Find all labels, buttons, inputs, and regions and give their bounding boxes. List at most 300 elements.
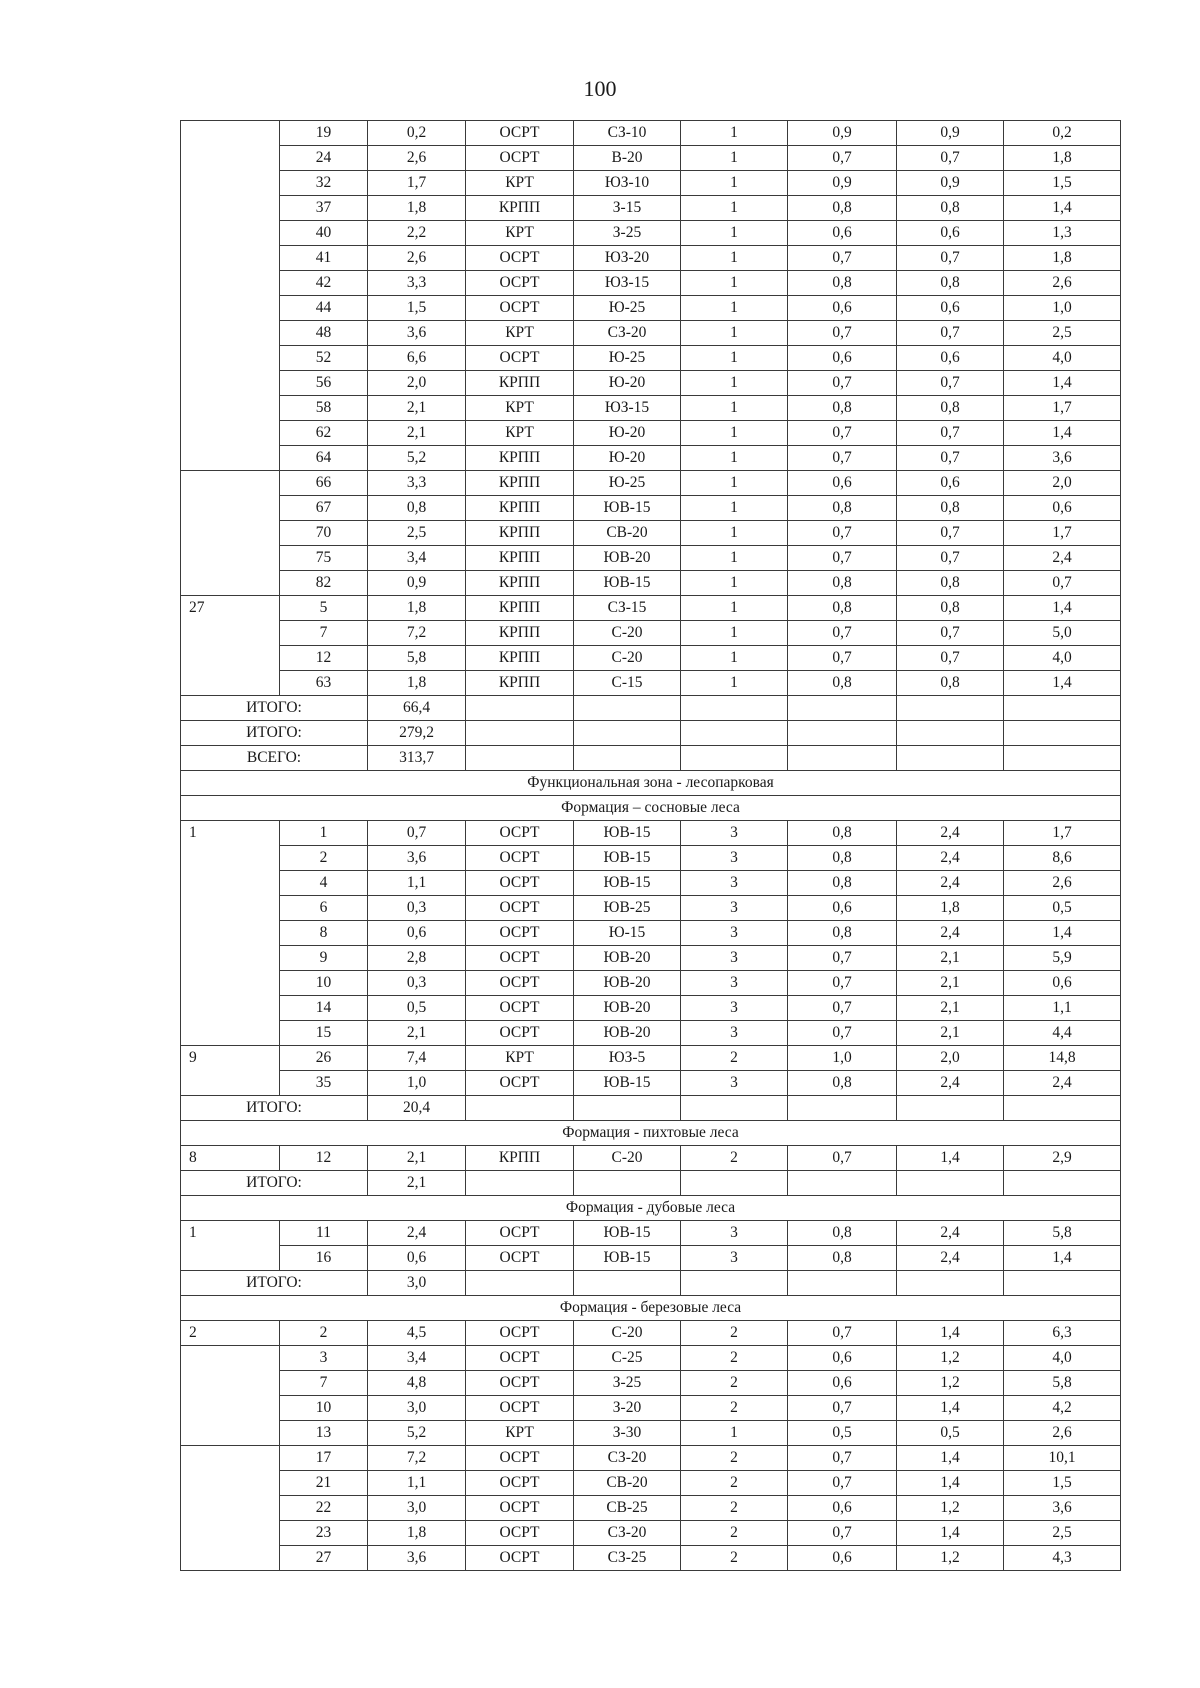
exposure-cell: С-20 <box>574 1321 681 1346</box>
quarter-cell <box>181 846 280 871</box>
vydel-cell: 24 <box>280 146 368 171</box>
empty-cell <box>1004 721 1121 746</box>
exposure-cell: СВ-25 <box>574 1496 681 1521</box>
coef2-cell: 0,8 <box>788 1246 897 1271</box>
coef2-cell: 0,7 <box>788 946 897 971</box>
coef2-cell: 0,5 <box>788 1421 897 1446</box>
total-row <box>181 721 1121 746</box>
quarter-cell <box>181 1521 280 1546</box>
coef2-cell: 0,7 <box>788 446 897 471</box>
area-cell: 0,3 <box>368 896 466 921</box>
exposure-cell: С-20 <box>574 621 681 646</box>
quarter-cell <box>181 496 280 521</box>
quarter-cell <box>181 221 280 246</box>
table-row <box>181 271 1121 296</box>
empty-cell <box>1004 1271 1121 1296</box>
coef3-cell: 0,7 <box>897 546 1004 571</box>
result-cell: 1,4 <box>1004 1246 1121 1271</box>
area-cell: 0,3 <box>368 971 466 996</box>
quarter-cell <box>181 1421 280 1446</box>
area-cell: 2,5 <box>368 521 466 546</box>
type-cell: КРТ <box>466 421 574 446</box>
exposure-cell: ЮВ-15 <box>574 871 681 896</box>
type-cell: ОСРТ <box>466 971 574 996</box>
exposure-cell: СЗ-20 <box>574 1446 681 1471</box>
empty-cell <box>788 1096 897 1121</box>
vydel-cell: 44 <box>280 296 368 321</box>
coef2-cell: 0,8 <box>788 571 897 596</box>
quarter-cell <box>181 896 280 921</box>
exposure-cell: ЮЗ-10 <box>574 171 681 196</box>
vydel-cell: 12 <box>280 646 368 671</box>
quarter-cell <box>181 246 280 271</box>
coef1-cell: 1 <box>681 446 788 471</box>
quarter-cell <box>181 571 280 596</box>
area-cell: 1,7 <box>368 171 466 196</box>
exposure-cell: Ю-20 <box>574 446 681 471</box>
coef1-cell: 1 <box>681 396 788 421</box>
result-cell: 6,3 <box>1004 1321 1121 1346</box>
coef2-cell: 0,7 <box>788 321 897 346</box>
vydel-cell: 48 <box>280 321 368 346</box>
type-cell: КРПП <box>466 446 574 471</box>
section-header: Формация - дубовые леса <box>181 1196 1121 1221</box>
exposure-cell: ЮВ-20 <box>574 1021 681 1046</box>
table-row <box>181 671 1121 696</box>
area-cell: 5,8 <box>368 646 466 671</box>
section-header: Формация – сосновые леса <box>181 796 1121 821</box>
area-cell: 3,3 <box>368 271 466 296</box>
type-cell: ОСРТ <box>466 1446 574 1471</box>
type-cell: КРПП <box>466 621 574 646</box>
vydel-cell: 32 <box>280 171 368 196</box>
vydel-cell: 58 <box>280 396 368 421</box>
type-cell: ОСРТ <box>466 1071 574 1096</box>
area-cell: 0,9 <box>368 571 466 596</box>
area-cell: 1,0 <box>368 1071 466 1096</box>
result-cell: 1,7 <box>1004 396 1121 421</box>
quarter-cell <box>181 1346 280 1371</box>
vydel-cell: 42 <box>280 271 368 296</box>
type-cell: ОСРТ <box>466 1246 574 1271</box>
coef3-cell: 2,4 <box>897 871 1004 896</box>
area-cell: 7,2 <box>368 1446 466 1471</box>
type-cell: КРПП <box>466 196 574 221</box>
result-cell: 8,6 <box>1004 846 1121 871</box>
table-row <box>181 1496 1121 1521</box>
area-cell: 2,0 <box>368 371 466 396</box>
exposure-cell: З-25 <box>574 1371 681 1396</box>
type-cell: ОСРТ <box>466 1471 574 1496</box>
quarter-cell <box>181 871 280 896</box>
type-cell: ОСРТ <box>466 1521 574 1546</box>
coef3-cell: 0,7 <box>897 246 1004 271</box>
coef1-cell: 2 <box>681 1496 788 1521</box>
result-cell: 5,8 <box>1004 1221 1121 1246</box>
vydel-cell: 63 <box>280 671 368 696</box>
coef1-cell: 3 <box>681 896 788 921</box>
quarter-cell: 9 <box>181 1046 280 1071</box>
quarter-cell <box>181 321 280 346</box>
exposure-cell: Ю-25 <box>574 296 681 321</box>
empty-cell <box>466 1271 574 1296</box>
coef1-cell: 3 <box>681 846 788 871</box>
empty-cell <box>788 746 897 771</box>
area-cell: 6,6 <box>368 346 466 371</box>
coef1-cell: 1 <box>681 296 788 321</box>
area-cell: 5,2 <box>368 446 466 471</box>
vydel-cell: 11 <box>280 1221 368 1246</box>
coef1-cell: 3 <box>681 946 788 971</box>
coef3-cell: 1,4 <box>897 1471 1004 1496</box>
coef3-cell: 0,7 <box>897 321 1004 346</box>
coef3-cell: 2,4 <box>897 1221 1004 1246</box>
area-cell: 0,8 <box>368 496 466 521</box>
result-cell: 3,6 <box>1004 446 1121 471</box>
total-row <box>181 1096 1121 1121</box>
total-label: ИТОГО: <box>181 696 368 721</box>
table-row <box>181 496 1121 521</box>
result-cell: 2,5 <box>1004 1521 1121 1546</box>
coef2-cell: 0,6 <box>788 1371 897 1396</box>
coef2-cell: 0,6 <box>788 221 897 246</box>
result-cell: 1,0 <box>1004 296 1121 321</box>
exposure-cell: ЮВ-20 <box>574 996 681 1021</box>
total-label: ИТОГО: <box>181 1171 368 1196</box>
area-cell: 1,1 <box>368 871 466 896</box>
total-row <box>181 1271 1121 1296</box>
exposure-cell: Ю-15 <box>574 921 681 946</box>
table-row <box>181 1396 1121 1421</box>
coef2-cell: 0,8 <box>788 871 897 896</box>
vydel-cell: 17 <box>280 1446 368 1471</box>
exposure-cell: СЗ-15 <box>574 596 681 621</box>
empty-cell <box>681 1096 788 1121</box>
table-row <box>181 371 1121 396</box>
quarter-cell <box>181 921 280 946</box>
coef1-cell: 1 <box>681 471 788 496</box>
exposure-cell: СЗ-25 <box>574 1546 681 1571</box>
coef1-cell: 3 <box>681 971 788 996</box>
result-cell: 1,8 <box>1004 146 1121 171</box>
table-row <box>181 1346 1121 1371</box>
exposure-cell: З-20 <box>574 1396 681 1421</box>
coef2-cell: 0,8 <box>788 671 897 696</box>
quarter-cell <box>181 621 280 646</box>
coef3-cell: 0,8 <box>897 571 1004 596</box>
quarter-cell <box>181 1071 280 1096</box>
exposure-cell: В-20 <box>574 146 681 171</box>
area-cell: 3,0 <box>368 1496 466 1521</box>
coef2-cell: 0,7 <box>788 621 897 646</box>
coef2-cell: 0,7 <box>788 971 897 996</box>
coef1-cell: 2 <box>681 1346 788 1371</box>
quarter-cell <box>181 171 280 196</box>
coef1-cell: 3 <box>681 921 788 946</box>
quarter-cell <box>181 471 280 496</box>
quarter-cell <box>181 1396 280 1421</box>
table-row <box>181 1421 1121 1446</box>
result-cell: 5,9 <box>1004 946 1121 971</box>
exposure-cell: СВ-20 <box>574 521 681 546</box>
result-cell: 4,4 <box>1004 1021 1121 1046</box>
result-cell: 0,6 <box>1004 971 1121 996</box>
type-cell: КРПП <box>466 471 574 496</box>
type-cell: КРПП <box>466 1146 574 1171</box>
empty-cell <box>574 746 681 771</box>
table-row <box>181 821 1121 846</box>
type-cell: ОСРТ <box>466 921 574 946</box>
coef2-cell: 0,7 <box>788 521 897 546</box>
type-cell: КРТ <box>466 321 574 346</box>
table-row <box>181 1546 1121 1571</box>
coef1-cell: 1 <box>681 646 788 671</box>
empty-cell <box>466 746 574 771</box>
exposure-cell: ЮЗ-15 <box>574 396 681 421</box>
coef1-cell: 1 <box>681 621 788 646</box>
quarter-cell <box>181 146 280 171</box>
vydel-cell: 14 <box>280 996 368 1021</box>
exposure-cell: СВ-20 <box>574 1471 681 1496</box>
type-cell: КРПП <box>466 671 574 696</box>
coef1-cell: 1 <box>681 496 788 521</box>
area-cell: 0,6 <box>368 1246 466 1271</box>
result-cell: 1,4 <box>1004 371 1121 396</box>
exposure-cell: ЮВ-20 <box>574 946 681 971</box>
table-row <box>181 246 1121 271</box>
coef2-cell: 0,8 <box>788 196 897 221</box>
area-cell: 2,1 <box>368 421 466 446</box>
area-cell: 2,1 <box>368 1146 466 1171</box>
exposure-cell: ЮВ-15 <box>574 846 681 871</box>
type-cell: ОСРТ <box>466 246 574 271</box>
coef3-cell: 2,0 <box>897 1046 1004 1071</box>
page-number: 100 <box>583 76 617 101</box>
coef3-cell: 2,4 <box>897 1246 1004 1271</box>
empty-cell <box>897 696 1004 721</box>
area-cell: 3,6 <box>368 846 466 871</box>
coef1-cell: 1 <box>681 346 788 371</box>
table-row <box>181 1146 1121 1171</box>
area-cell: 0,5 <box>368 996 466 1021</box>
coef2-cell: 0,7 <box>788 1321 897 1346</box>
exposure-cell: С-20 <box>574 646 681 671</box>
quarter-cell <box>181 1246 280 1271</box>
coef2-cell: 0,7 <box>788 146 897 171</box>
coef2-cell: 0,8 <box>788 1071 897 1096</box>
quarter-cell <box>181 971 280 996</box>
type-cell: КРТ <box>466 221 574 246</box>
quarter-cell <box>181 346 280 371</box>
empty-cell <box>1004 1171 1121 1196</box>
result-cell: 4,0 <box>1004 346 1121 371</box>
exposure-cell: С-25 <box>574 1346 681 1371</box>
total-row <box>181 1171 1121 1196</box>
coef2-cell: 0,7 <box>788 1471 897 1496</box>
type-cell: ОСРТ <box>466 271 574 296</box>
coef1-cell: 3 <box>681 1021 788 1046</box>
coef3-cell: 2,1 <box>897 946 1004 971</box>
quarter-cell <box>181 1471 280 1496</box>
vydel-cell: 37 <box>280 196 368 221</box>
table-row <box>181 1021 1121 1046</box>
type-cell: КРПП <box>466 496 574 521</box>
coef2-cell: 0,7 <box>788 1021 897 1046</box>
quarter-cell <box>181 296 280 321</box>
coef1-cell: 1 <box>681 146 788 171</box>
coef1-cell: 1 <box>681 596 788 621</box>
exposure-cell: ЮЗ-15 <box>574 271 681 296</box>
total-label: ИТОГО: <box>181 1096 368 1121</box>
empty-cell <box>788 721 897 746</box>
total-area: 3,0 <box>368 1271 466 1296</box>
type-cell: КРПП <box>466 371 574 396</box>
coef2-cell: 0,9 <box>788 171 897 196</box>
table-row <box>181 1321 1121 1346</box>
exposure-cell: Ю-25 <box>574 346 681 371</box>
result-cell: 1,7 <box>1004 821 1121 846</box>
vydel-cell: 75 <box>280 546 368 571</box>
empty-cell <box>466 1096 574 1121</box>
coef2-cell: 0,7 <box>788 1396 897 1421</box>
vydel-cell: 15 <box>280 1021 368 1046</box>
coef1-cell: 2 <box>681 1471 788 1496</box>
coef1-cell: 2 <box>681 1446 788 1471</box>
area-cell: 2,2 <box>368 221 466 246</box>
coef2-cell: 0,9 <box>788 121 897 146</box>
area-cell: 1,8 <box>368 196 466 221</box>
total-area: 66,4 <box>368 696 466 721</box>
result-cell: 0,6 <box>1004 496 1121 521</box>
exposure-cell: СЗ-20 <box>574 321 681 346</box>
total-row <box>181 696 1121 721</box>
coef3-cell: 1,4 <box>897 1321 1004 1346</box>
type-cell: КРПП <box>466 571 574 596</box>
coef1-cell: 2 <box>681 1546 788 1571</box>
exposure-cell: ЮВ-25 <box>574 896 681 921</box>
coef3-cell: 1,4 <box>897 1396 1004 1421</box>
coef3-cell: 0,8 <box>897 196 1004 221</box>
empty-cell <box>466 721 574 746</box>
result-cell: 1,4 <box>1004 596 1121 621</box>
table-row <box>181 1521 1121 1546</box>
empty-cell <box>897 746 1004 771</box>
coef1-cell: 1 <box>681 196 788 221</box>
quarter-cell <box>181 271 280 296</box>
coef2-cell: 0,7 <box>788 246 897 271</box>
total-row <box>181 746 1121 771</box>
coef2-cell: 0,7 <box>788 371 897 396</box>
vydel-cell: 66 <box>280 471 368 496</box>
empty-cell <box>681 746 788 771</box>
coef3-cell: 2,1 <box>897 996 1004 1021</box>
table-row <box>181 446 1121 471</box>
vydel-cell: 10 <box>280 971 368 996</box>
quarter-cell <box>181 996 280 1021</box>
coef1-cell: 1 <box>681 571 788 596</box>
exposure-cell: З-30 <box>574 1421 681 1446</box>
table-row <box>181 396 1121 421</box>
coef2-cell: 0,7 <box>788 421 897 446</box>
area-cell: 4,5 <box>368 1321 466 1346</box>
coef1-cell: 3 <box>681 821 788 846</box>
exposure-cell: ЮВ-20 <box>574 971 681 996</box>
empty-cell <box>897 1271 1004 1296</box>
quarter-cell: 1 <box>181 821 280 846</box>
empty-cell <box>466 1171 574 1196</box>
quarter-cell <box>181 446 280 471</box>
table-row <box>181 1246 1121 1271</box>
area-cell: 0,6 <box>368 921 466 946</box>
vydel-cell: 8 <box>280 921 368 946</box>
coef1-cell: 2 <box>681 1521 788 1546</box>
empty-cell <box>681 721 788 746</box>
coef2-cell: 0,7 <box>788 546 897 571</box>
table-row <box>181 346 1121 371</box>
coef1-cell: 1 <box>681 1421 788 1446</box>
type-cell: КРПП <box>466 521 574 546</box>
vydel-cell: 56 <box>280 371 368 396</box>
type-cell: ОСРТ <box>466 1221 574 1246</box>
type-cell: КРПП <box>466 596 574 621</box>
result-cell: 1,8 <box>1004 246 1121 271</box>
vydel-cell: 52 <box>280 346 368 371</box>
type-cell: КРПП <box>466 546 574 571</box>
table-row <box>181 221 1121 246</box>
type-cell: ОСРТ <box>466 871 574 896</box>
exposure-cell: Ю-20 <box>574 371 681 396</box>
coef1-cell: 1 <box>681 246 788 271</box>
result-cell: 4,3 <box>1004 1546 1121 1571</box>
exposure-cell: ЮВ-15 <box>574 571 681 596</box>
coef3-cell: 0,8 <box>897 271 1004 296</box>
result-cell: 5,0 <box>1004 621 1121 646</box>
coef3-cell: 0,6 <box>897 296 1004 321</box>
quarter-cell: 27 <box>181 596 280 621</box>
quarter-cell <box>181 196 280 221</box>
table-row <box>181 946 1121 971</box>
vydel-cell: 5 <box>280 596 368 621</box>
coef1-cell: 3 <box>681 1071 788 1096</box>
quarter-cell: 1 <box>181 1221 280 1246</box>
vydel-cell: 26 <box>280 1046 368 1071</box>
coef2-cell: 0,6 <box>788 896 897 921</box>
coef2-cell: 0,7 <box>788 1521 897 1546</box>
empty-cell <box>574 721 681 746</box>
type-cell: КРПП <box>466 646 574 671</box>
quarter-cell <box>181 1021 280 1046</box>
quarter-cell <box>181 1446 280 1471</box>
area-cell: 3,4 <box>368 546 466 571</box>
area-cell: 0,7 <box>368 821 466 846</box>
vydel-cell: 35 <box>280 1071 368 1096</box>
table-row <box>181 996 1121 1021</box>
exposure-cell: З-15 <box>574 196 681 221</box>
vydel-cell: 22 <box>280 1496 368 1521</box>
area-cell: 2,4 <box>368 1221 466 1246</box>
coef2-cell: 0,8 <box>788 271 897 296</box>
vydel-cell: 1 <box>280 821 368 846</box>
area-cell: 7,2 <box>368 621 466 646</box>
table-row <box>181 846 1121 871</box>
area-cell: 1,8 <box>368 1521 466 1546</box>
area-cell: 2,6 <box>368 146 466 171</box>
table-row <box>181 421 1121 446</box>
quarter-cell <box>181 521 280 546</box>
area-cell: 2,6 <box>368 246 466 271</box>
coef1-cell: 1 <box>681 421 788 446</box>
result-cell: 1,1 <box>1004 996 1121 1021</box>
